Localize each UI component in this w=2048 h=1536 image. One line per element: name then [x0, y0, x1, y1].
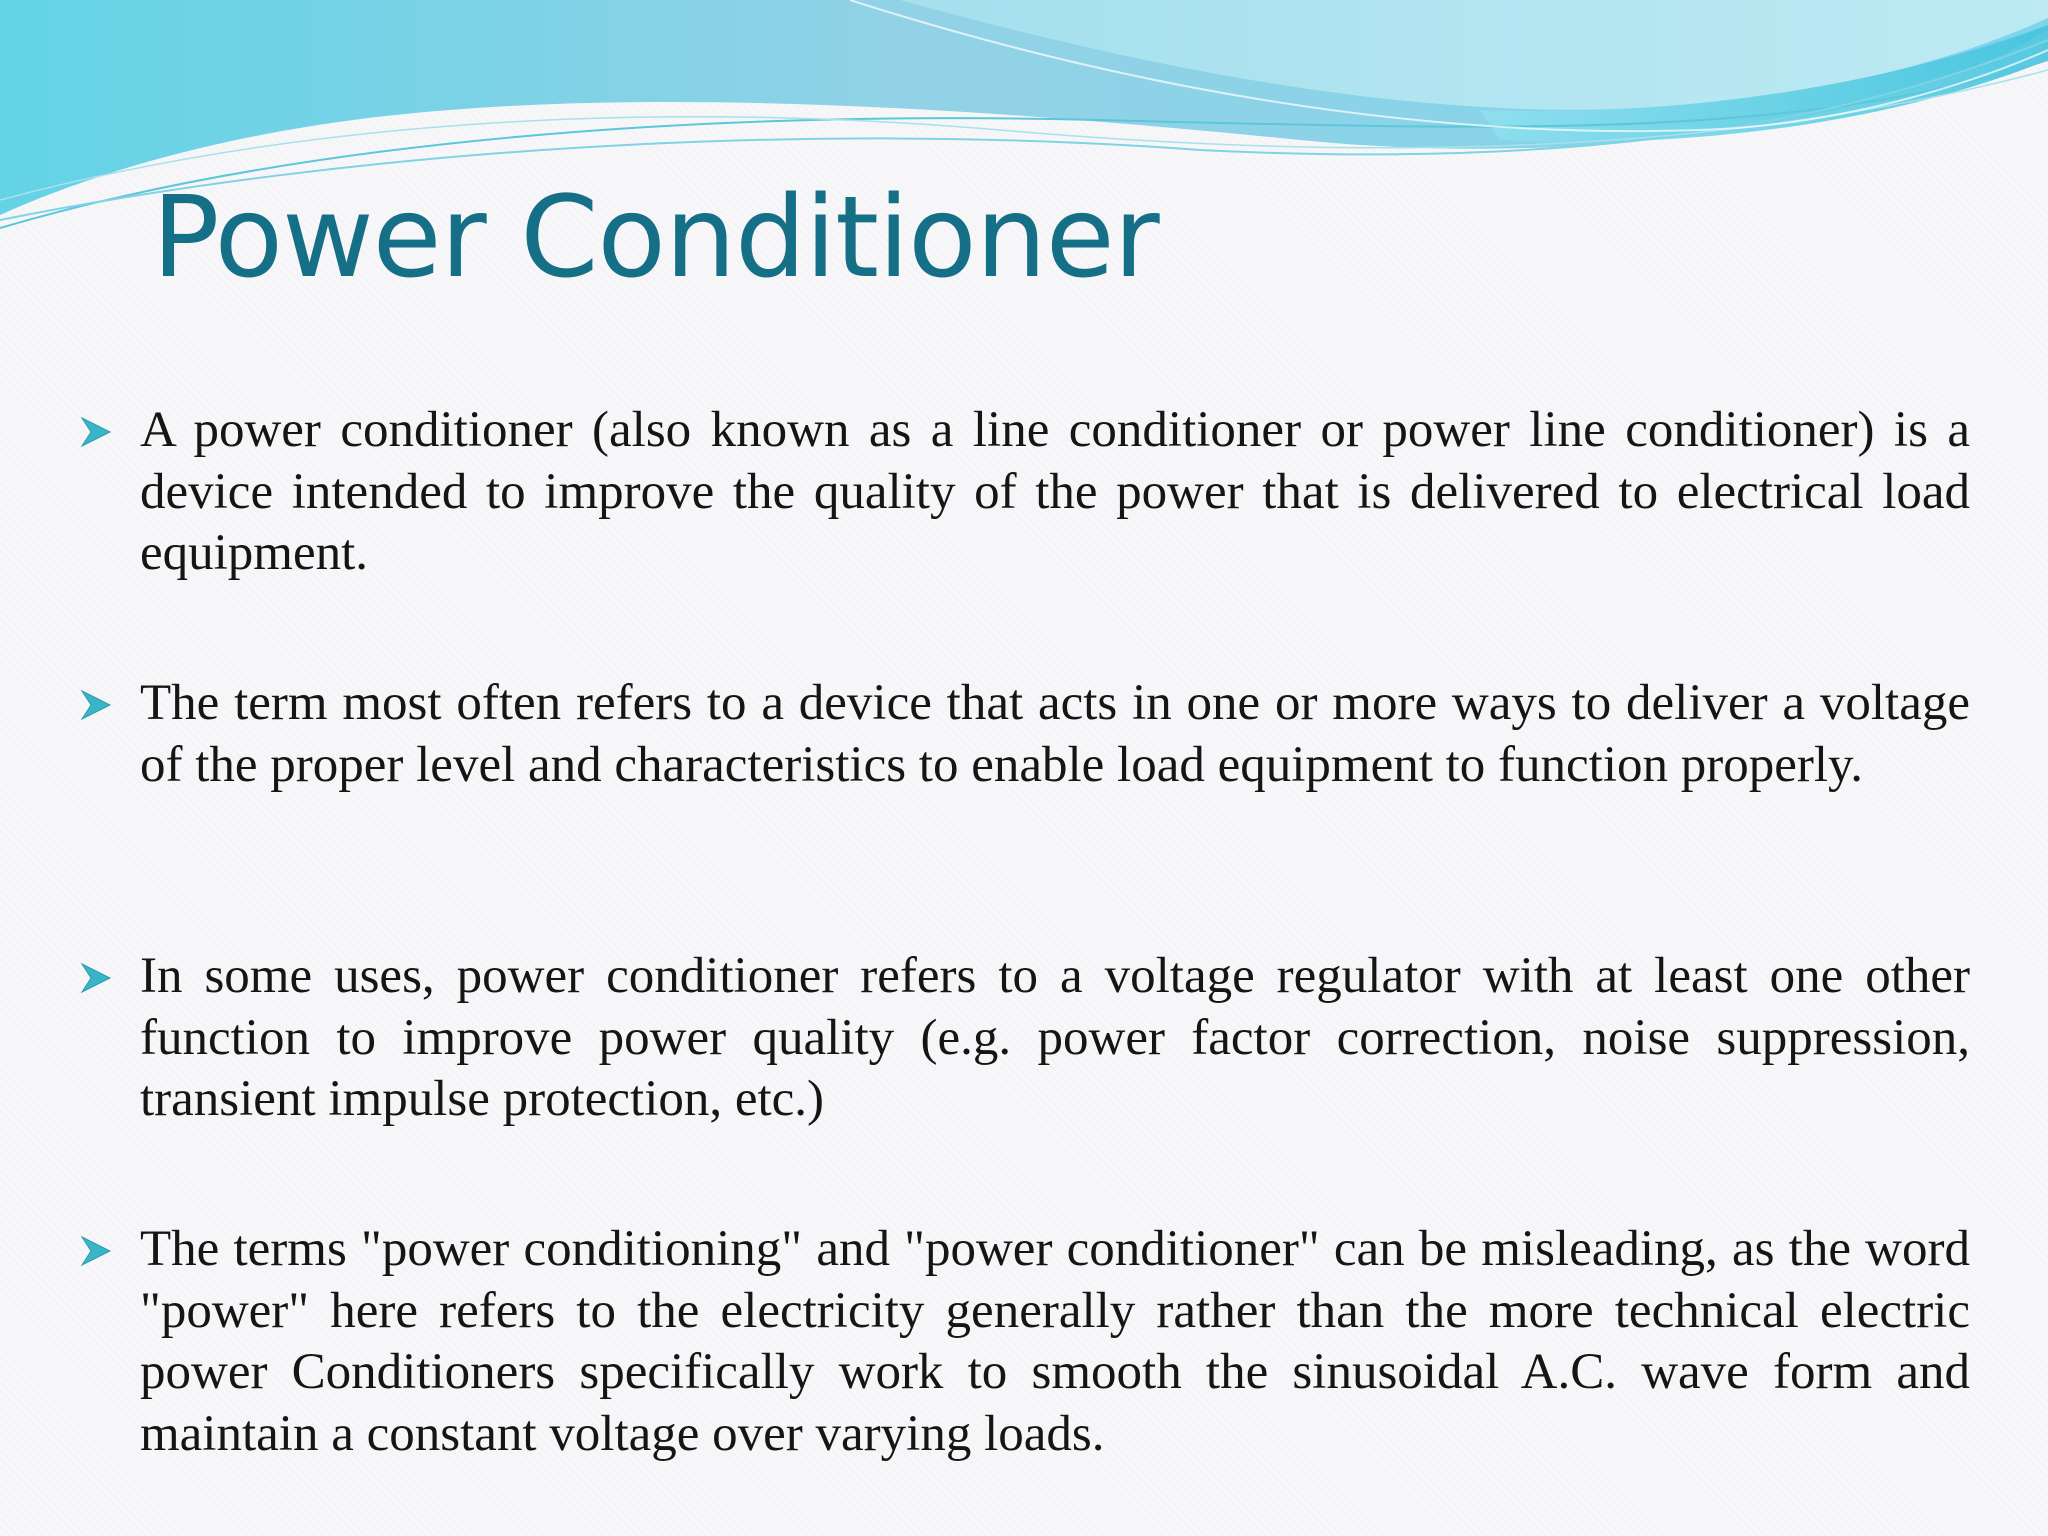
- slide-title: Power Conditioner: [152, 173, 1159, 303]
- arrow-bullet-icon: [78, 1233, 114, 1269]
- bullet-text: A power conditioner (also known as a line conditioner or power line conditioner) is a device intended to improve the quality of the power that is delivered to electrical load equipment.: [140, 402, 1970, 581]
- bullet-text: The term most often refers to a device that acts in one or more ways to deliver a voltage of the proper level and characteristics to enable load equipment to function properly.: [140, 675, 1970, 793]
- arrow-bullet-icon: [78, 687, 114, 723]
- bullet-item: [78, 946, 1970, 1131]
- bullet-item: [78, 400, 1970, 585]
- bullet-item: [78, 673, 1970, 796]
- bullet-item: [78, 1219, 1970, 1465]
- arrow-bullet-icon: [78, 960, 114, 996]
- bullet-text: The terms "power conditioning" and "power conditioner" can be misleading, as the word "power" here refers to the electricity generally rather than the more technical electric power Conditioners specifically work to smooth the sinusoidal A.C. wave form and maintain a constant voltage over varying loads.: [140, 1221, 1970, 1462]
- arrow-bullet-icon: [78, 414, 114, 450]
- bullet-text: In some uses, power conditioner refers to a voltage regulator with at least one other function to improve power quality (e.g. power factor correction, noise suppression, transient impulse protection, etc.): [140, 948, 1970, 1127]
